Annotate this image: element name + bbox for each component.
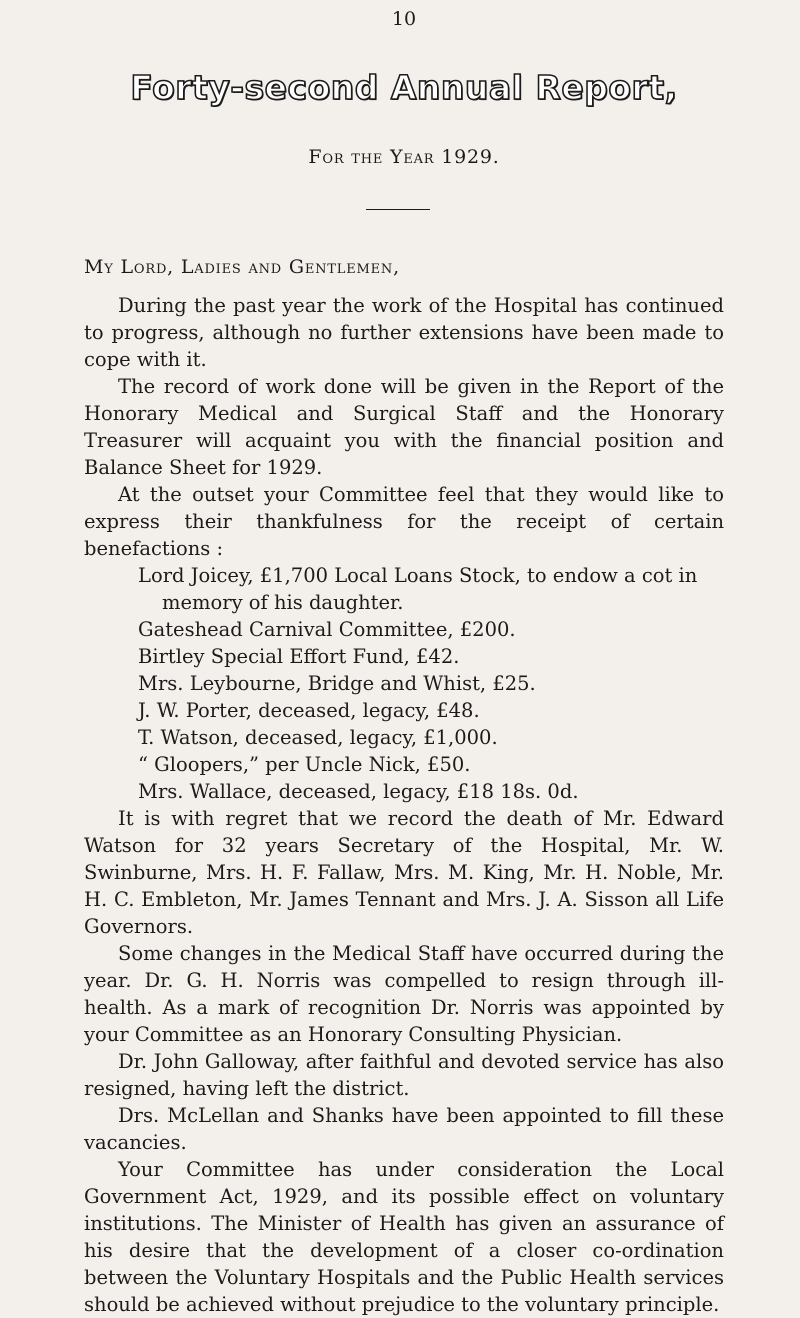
benefaction-text-continued: memory of his daughter. <box>162 591 404 614</box>
benefaction-item: T. Watson, deceased, legacy, £1,000. <box>138 726 498 749</box>
page-number: 10 <box>391 8 417 30</box>
report-title: Forty-second Annual Report, <box>130 68 678 107</box>
paragraph: Drs. McLellan and Shanks have been appointed to fill these vacancies. <box>84 1104 724 1154</box>
paragraph: Dr. John Galloway, after faithful and devoted service has also resigned, having left the district. <box>84 1050 724 1100</box>
benefaction-item: Mrs. Leybourne, Bridge and Whist, £25. <box>138 672 536 695</box>
divider-rule <box>366 209 430 210</box>
benefactions-list <box>84 562 724 805</box>
benefaction-item: Birtley Special Effort Fund, £42. <box>138 645 460 668</box>
paragraph: Some changes in the Medical Staff have occurred during the year. Dr. G. H. Norris was compelled to resign through ill-health. As a mark of recognition Dr. Norris was appointed by your Committee as an Honorary Consulting Physician. <box>84 942 724 1046</box>
paragraph: At the outset your Committee feel that they would like to express their thankfulness for the receipt of certain benefactions : <box>84 483 724 560</box>
benefaction-text: Lord Joicey, £1,700 Local Loans Stock, to endow a cot in <box>138 564 698 587</box>
document-page <box>84 0 724 1316</box>
paragraph: During the past year the work of the Hospital has continued to progress, although no further extensions have been made to cope with it. <box>84 294 724 371</box>
benefaction-item: Gateshead Carnival Committee, £200. <box>138 618 516 641</box>
paragraph: Your Committee has under consideration the Local Government Act, 1929, and its possible effect on voluntary institutions. The Minister of Health has given an assurance of his desire that the development of a closer co-ordination between the Voluntary Hospitals and the Public Health services should be achieved without prejudice to the voluntary principle. <box>84 1158 724 1316</box>
benefaction-item <box>84 562 724 616</box>
report-body <box>84 292 724 1318</box>
report-subtitle: For the Year 1929. <box>308 146 500 168</box>
benefaction-item: Mrs. Wallace, deceased, legacy, £18 18s. 0d. <box>138 780 579 803</box>
salutation: My Lord, Ladies and Gentlemen, <box>84 256 400 278</box>
paragraph: The record of work done will be given in the Report of the Honorary Medical and Surgical Staff and the Honorary Treasurer will acquaint you with the financial position and Balance Sheet for 1929. <box>84 375 724 479</box>
benefaction-item: J. W. Porter, deceased, legacy, £48. <box>138 699 480 722</box>
paragraph: It is with regret that we record the death of Mr. Edward Watson for 32 years Secretary of the Hospital, Mr. W. Swinburne, Mrs. H. F. Fallaw, Mrs. M. King, Mr. H. Noble, Mr. H. C. Embleton, Mr. James Tennant and Mrs. J. A. Sisson all Life Governors. <box>84 807 724 938</box>
benefaction-item: “ Gloopers,” per Uncle Nick, £50. <box>138 753 471 776</box>
